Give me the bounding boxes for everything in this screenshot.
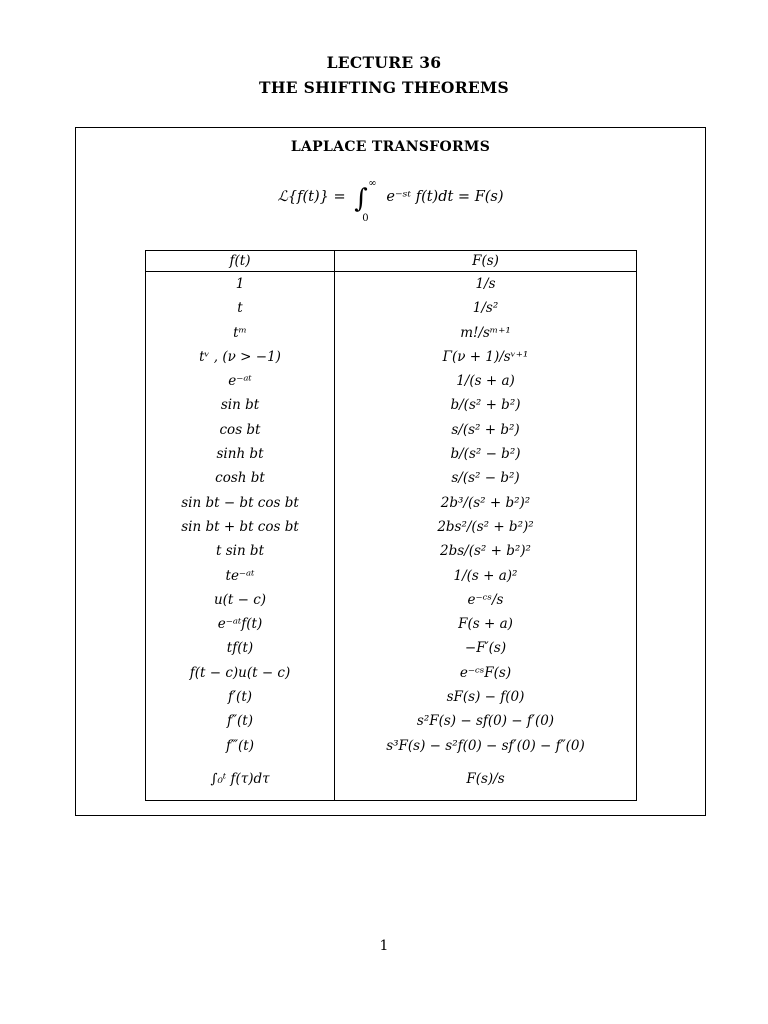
transform-cell: m!/sᵐ⁺¹	[460, 324, 511, 341]
page-number: 1	[379, 938, 389, 954]
function-cell: sin bt − bt cos bt	[146, 491, 335, 515]
box-heading: LAPLACE TRANSFORMS	[290, 139, 491, 155]
table-row	[146, 588, 637, 612]
function-cell: sin bt + bt cos bt	[146, 515, 335, 539]
table-row	[146, 491, 637, 515]
table-row	[146, 369, 637, 393]
header-F-of-s: F(s)	[472, 253, 499, 269]
transform-cell: 2bs/(s² + b²)²	[440, 543, 531, 560]
transform-cell: e⁻ᶜˢF(s)	[459, 664, 512, 681]
definition-lhs: ℒ{f(t)} =	[277, 189, 346, 205]
function-cell: te⁻ᵃᵗ	[146, 564, 335, 588]
function-cell: f(t − c)u(t − c)	[146, 661, 335, 685]
transform-cell: 1/s²	[472, 300, 499, 317]
transform-table	[145, 250, 637, 801]
table-header-row	[146, 251, 637, 272]
table-row	[146, 636, 637, 660]
function-cell: e⁻ᵃᵗf(t)	[146, 612, 335, 636]
function-cell: cos bt	[146, 418, 335, 442]
transform-cell: −F′(s)	[464, 640, 507, 657]
header-f-of-t: f(t)	[146, 251, 335, 272]
laplace-definition	[76, 178, 705, 224]
table-row	[146, 539, 637, 563]
transform-cell: 1/s	[475, 276, 496, 292]
function-cell: ∫₀ᵗ f(τ)dτ	[146, 758, 335, 801]
table-row	[146, 296, 637, 320]
transform-cell: b/(s² + b²)	[450, 397, 521, 414]
lecture-title: THE SHIFTING THEOREMS	[259, 78, 509, 97]
table-row	[146, 564, 637, 588]
table-row	[146, 685, 637, 709]
function-cell: 1	[146, 272, 335, 297]
transform-cell: s/(s² − b²)	[451, 470, 520, 487]
table-row	[146, 418, 637, 442]
transform-cell: e⁻ᶜˢ/s	[467, 591, 504, 608]
function-cell: f″(t)	[146, 709, 335, 733]
integral-upper-limit: ∞	[368, 178, 377, 189]
table-row	[146, 612, 637, 636]
table-row	[146, 709, 637, 733]
function-cell: t sin bt	[146, 539, 335, 563]
table-row	[146, 466, 637, 490]
transform-cell: 1/(s + a)²	[453, 567, 518, 584]
function-cell: tf(t)	[146, 636, 335, 660]
transform-cell: 2b³/(s² + b²)²	[440, 494, 531, 511]
function-cell: tᵐ	[146, 321, 335, 345]
function-cell: e⁻ᵃᵗ	[146, 369, 335, 393]
function-cell: f‴(t)	[146, 734, 335, 758]
table-row	[146, 758, 637, 801]
transform-cell: sF(s) − f(0)	[446, 689, 525, 706]
transform-cell: 2bs²/(s² + b²)²	[437, 518, 534, 535]
function-cell: tᵛ , (ν > −1)	[146, 345, 335, 369]
function-cell: sinh bt	[146, 442, 335, 466]
table-row	[146, 345, 637, 369]
table-row	[146, 393, 637, 417]
function-cell: sin bt	[146, 393, 335, 417]
table-row	[146, 442, 637, 466]
function-cell: u(t − c)	[146, 588, 335, 612]
table-row	[146, 321, 637, 345]
integral-lower-limit: 0	[362, 213, 369, 224]
transform-cell: s²F(s) − sf(0) − f′(0)	[416, 713, 555, 730]
integral-sign: ∫ ∞ 0	[354, 178, 377, 224]
function-cell: f′(t)	[146, 685, 335, 709]
transform-cell: b/(s² − b²)	[450, 446, 521, 463]
table-row	[146, 661, 637, 685]
definition-integrand: e⁻ˢᵗ f(t)dt = F(s)	[386, 189, 504, 205]
function-cell: t	[146, 296, 335, 320]
table-row	[146, 515, 637, 539]
lecture-number: LECTURE 36	[326, 53, 442, 72]
transform-cell: F(s + a)	[458, 616, 513, 633]
table-row	[146, 734, 637, 758]
table-row	[146, 272, 637, 297]
transform-cell: s/(s² + b²)	[451, 421, 520, 438]
transform-cell: s³F(s) − s²f(0) − sf′(0) − f″(0)	[386, 737, 585, 754]
transform-cell: 1/(s + a)	[456, 373, 515, 390]
transform-cell: F(s)/s	[466, 770, 505, 787]
function-cell: cosh bt	[146, 466, 335, 490]
transform-cell: Γ(ν + 1)/sᵛ⁺¹	[442, 348, 529, 365]
